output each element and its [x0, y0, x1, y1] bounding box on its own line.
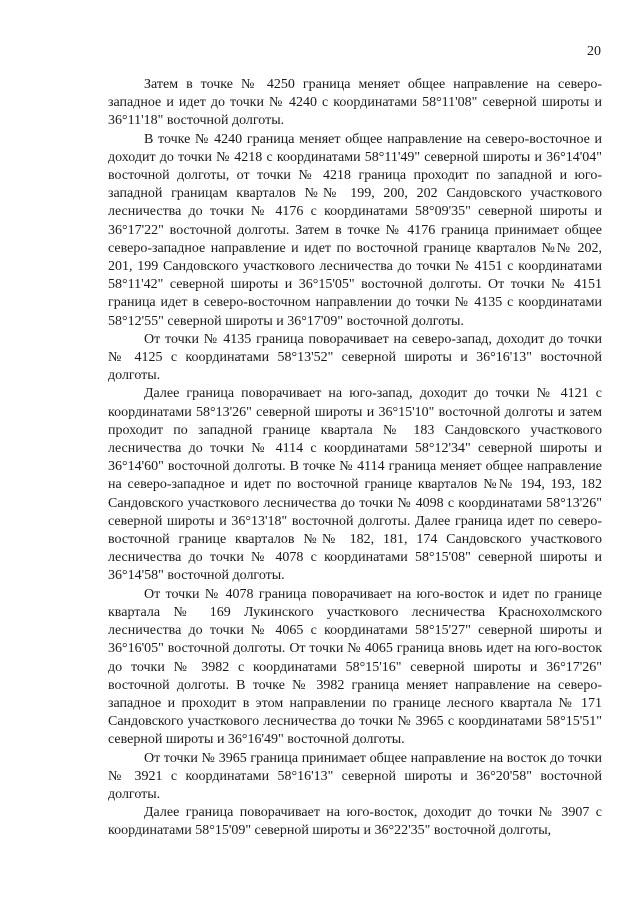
paragraph: Далее граница поворачивает на юго-восток, доходит до точки № 3907 с координатами 58°15'09" северной широты и 36°22'35" восточной долготы,: [108, 805, 602, 839]
document-body: [108, 76, 602, 841]
paragraph: Затем в точке № 4250 граница меняет общее направление на северо-западное и идет до точки № 4240 с координатами 58°11'08" северной широты и 36°11'18" восточной долготы.: [108, 77, 602, 129]
paragraph: От точки № 4135 граница поворачивает на северо-запад, доходит до точки № 4125 с координатами 58°13'52" северной широты и 36°16'13" восточной долготы.: [108, 331, 602, 384]
page-number: 20: [587, 44, 601, 59]
paragraph: В точке № 4240 граница меняет общее направление на северо-восточное и доходит до точки № 4218 с координатами 58°11'49" северной широты и 36°14'04" восточной долготы, от точки № 4218 граница проходит по западной и юго-западной границам кварталов №№ 199, 200, 202 Сандовского участкового лесничества до точки № 4176 с координатами 58°09'35" северной широты и 36°17'22" восточной долготы. Затем в точке № 4176 граница принимает общее северо-западное направление и идет по восточной границе кварталов №№ 202, 201, 199 Сандовского участкового лесничества до точки № 4151 с координатами 58°11'42" северной широты и 36°15'05" восточной долготы. От точки № 4151 граница идет в северо-восточном направлении до точки № 4135 с координатами 58°12'55" северной широты и 36°17'09" восточной долготы.: [108, 131, 602, 329]
paragraph: От точки № 3965 граница принимает общее направление на восток до точки № 3921 с координатами 58°16'13" северной широты и 36°20'58" восточной долготы.: [108, 750, 602, 802]
paragraph: Далее граница поворачивает на юго-запад, доходит до точки № 4121 с координатами 58°13'26" северной широты и 36°15'10" восточной долготы и затем проходит по западной границе квартала № 183 Сандовского участкового лесничества до точки № 4114 с координатами 58°12'34" северной широты и 36°14'60" восточной долготы. В точке № 4114 граница меняет общее направление на северо-западное и идет по восточной границе кварталов №№ 194, 193, 182 Сандовского участкового лесничества до точки № 4098 с координатами 58°13'26" северной широты и 36°13'18" восточной долготы. Далее граница идет по северо-восточной границе кварталов №№ 182, 181, 174 Сандовского участкового лесничества до точки № 4078 с координатами 58°15'08" северной широты и 36°14'58" восточной долготы.: [108, 386, 602, 584]
paragraph: От точки № 4078 граница поворачивает на юго-восток и идет по границе квартала № 169 Лукинского участкового лесничества Краснохолмского лесничества до точки № 4065 с координатами 58°15'27" северной широты и 36°16'05" восточной долготы. От точки № 4065 граница вновь идет на юго-восток до точки № 3982 с координатами 58°15'16" северной широты и 36°17'26" восточной долготы. В точке № 3982 граница меняет направление на северо-западное и проходит в этом направлении по границе лесного квартала № 171 Сандовского участкового лесничества до точки № 3965 с координатами 58°15'51" северной широты и 36°16'49" восточной долготы.: [108, 586, 602, 748]
